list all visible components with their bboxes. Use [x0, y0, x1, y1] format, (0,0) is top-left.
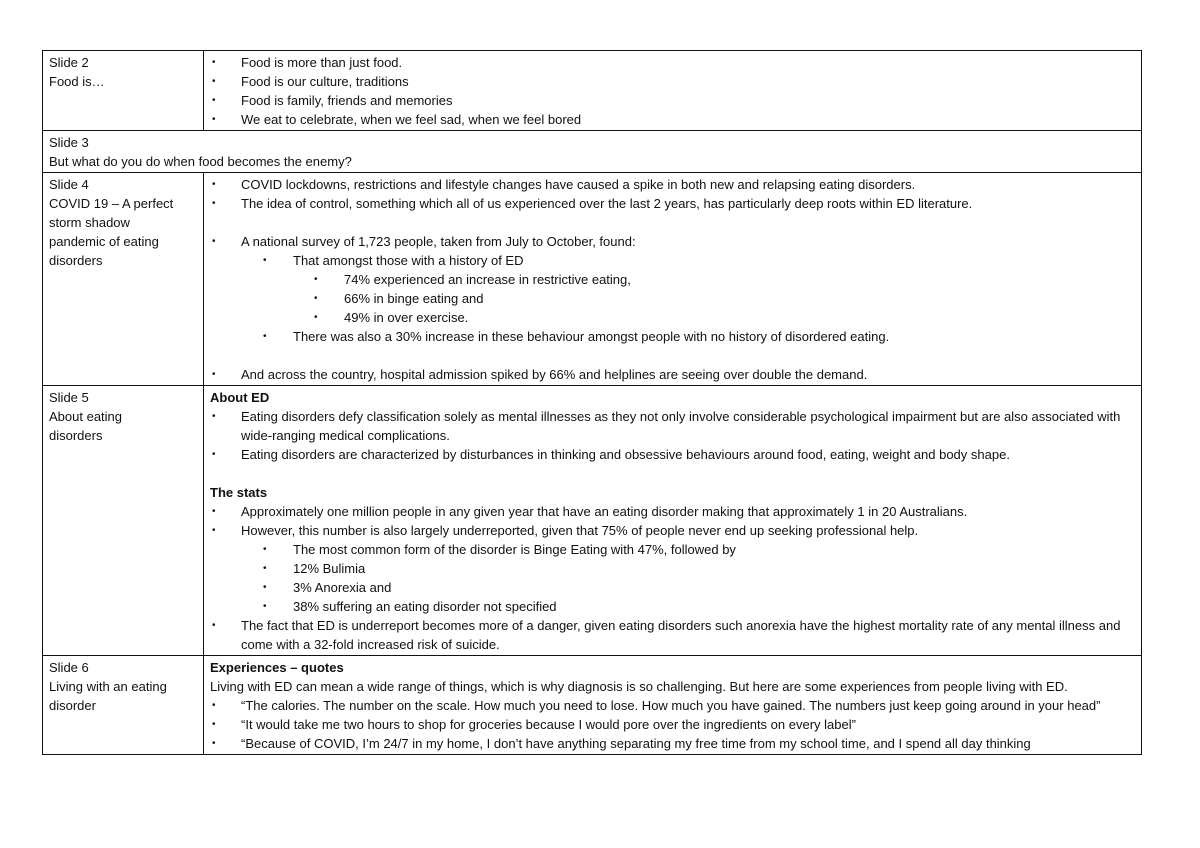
bullet-list [210, 502, 1135, 540]
slide-label-cell [43, 656, 204, 755]
list-item: • Eating disorders defy classification solely as mental illnesses as they not only involve considerable psychological impairment but are also associated with wide-ranging medical complications. [210, 407, 1135, 445]
list-item: • The most common form of the disorder is Binge Eating with 47%, followed by [210, 540, 1135, 559]
list-item: • However, this number is also largely underreported, given that 75% of people never end up seeking professional help. [210, 521, 1135, 540]
spacer [210, 346, 1135, 365]
list-item: • 66% in binge eating and [210, 289, 1135, 308]
slide-title: Food is… [49, 74, 105, 89]
slide-title-line: disorders [49, 253, 103, 268]
list-item: • The fact that ED is underreport becomes more of a danger, given eating disorders such anorexia have the highest mortality rate of any mental illness and come with a 32-fold increased risk of suicide. [210, 616, 1135, 654]
slide-title-line: disorder [49, 698, 96, 713]
list-item: • 3% Anorexia and [210, 578, 1135, 597]
list-item: • “It would take me two hours to shop for groceries because I would pore over the ingredients on every label” [210, 715, 1135, 734]
slide-title-line: pandemic of eating [49, 234, 159, 249]
list-item: • Food is family, friends and memories [210, 91, 1135, 110]
slide-title-line: disorders [49, 428, 103, 443]
bullet-list [210, 175, 1135, 213]
slide-number: Slide 6 [49, 660, 89, 675]
slide-text: But what do you do when food becomes the enemy? [49, 154, 352, 169]
table-row [43, 173, 1142, 386]
bullet-list [210, 232, 1135, 251]
slide-full-cell [43, 131, 1142, 173]
slide-title-line: storm shadow [49, 215, 130, 230]
list-item: • There was also a 30% increase in these behaviour amongst people with no history of disordered eating. [210, 327, 1135, 346]
bullet-list [210, 696, 1135, 753]
list-item: • “The calories. The number on the scale. How much you need to lose. How much you have gained. The numbers just keep going around in your head” [210, 696, 1135, 715]
list-item: • A national survey of 1,723 people, taken from July to October, found: [210, 232, 1135, 251]
sub-sub-bullet-list [210, 270, 1135, 327]
list-item: • That amongst those with a history of ED [210, 251, 1135, 270]
list-item: • 12% Bulimia [210, 559, 1135, 578]
slide-title-line: COVID 19 – A perfect [49, 196, 174, 211]
list-item: • 38% suffering an eating disorder not specified [210, 597, 1135, 616]
slide-label-cell [43, 51, 204, 131]
section-heading: Experiences – quotes [210, 660, 344, 675]
intro-paragraph: Living with ED can mean a wide range of things, which is why diagnosis is so challenging. But here are some experiences from people living with ED. [210, 679, 1068, 694]
list-item: • 74% experienced an increase in restrictive eating, [210, 270, 1135, 289]
bullet-list [210, 407, 1135, 464]
slides-table [42, 50, 1142, 755]
spacer [210, 213, 1135, 232]
bullet-list [210, 616, 1135, 654]
table-row [43, 51, 1142, 131]
sub-bullet-list [210, 327, 1135, 346]
slide-content-cell [204, 173, 1142, 386]
slide-title-line: Living with an eating [49, 679, 167, 694]
bullet-list [210, 53, 1135, 129]
list-item: • Food is more than just food. [210, 53, 1135, 72]
slide-content-cell [204, 656, 1142, 755]
list-item: • 49% in over exercise. [210, 308, 1135, 327]
list-item: • We eat to celebrate, when we feel sad, when we feel bored [210, 110, 1135, 129]
slide-number: Slide 5 [49, 390, 89, 405]
list-item: • COVID lockdowns, restrictions and lifestyle changes have caused a spike in both new and relapsing eating disorders. [210, 175, 1135, 194]
list-item: • Eating disorders are characterized by disturbances in thinking and obsessive behaviours around food, eating, weight and body shape. [210, 445, 1135, 464]
list-item: • The idea of control, something which all of us experienced over the last 2 years, has particularly deep roots within ED literature. [210, 194, 1135, 213]
slide-number: Slide 2 [49, 55, 89, 70]
document-page [42, 50, 1142, 755]
slide-content-cell [204, 51, 1142, 131]
table-row [43, 131, 1142, 173]
slide-label-cell [43, 173, 204, 386]
list-item: • “Because of COVID, I’m 24/7 in my home, I don’t have anything separating my free time from my school time, and I spend all day thinking [210, 734, 1135, 753]
slide-label-cell [43, 386, 204, 656]
slide-number: Slide 4 [49, 177, 89, 192]
table-row [43, 656, 1142, 755]
slide-title-line: About eating [49, 409, 123, 424]
list-item: • Approximately one million people in any given year that have an eating disorder making that approximately 1 in 20 Australians. [210, 502, 1135, 521]
spacer [210, 464, 1135, 483]
list-item: • And across the country, hospital admission spiked by 66% and helplines are seeing over double the demand. [210, 365, 1135, 384]
section-heading: About ED [210, 390, 270, 405]
sub-bullet-list [210, 251, 1135, 270]
sub-bullet-list [210, 540, 1135, 616]
bullet-list [210, 365, 1135, 384]
slide-content-cell [204, 386, 1142, 656]
table-row [43, 386, 1142, 656]
slide-number: Slide 3 [49, 135, 89, 150]
list-item: • Food is our culture, traditions [210, 72, 1135, 91]
section-heading: The stats [210, 485, 268, 500]
